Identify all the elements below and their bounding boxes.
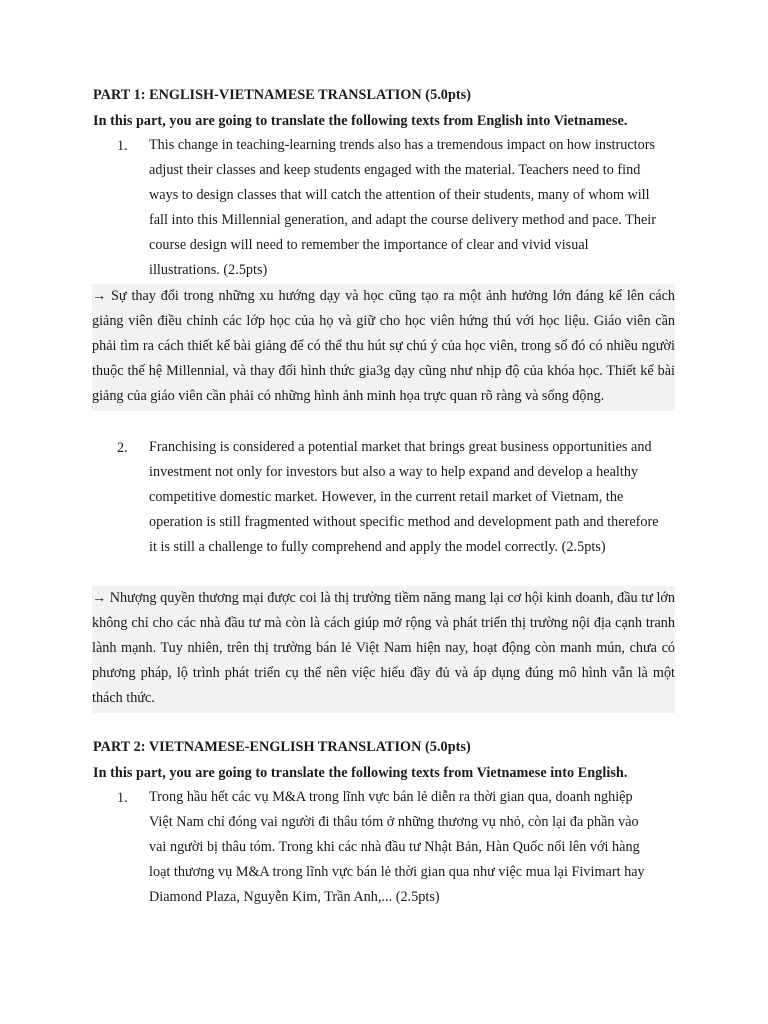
part1-item2-answer: → Nhượng quyền thương mại được coi là thị trường tiềm năng mang lại cơ hội kinh doanh, đầu tư lớn không chỉ cho các nhà đầu tư mà còn là cách giúp mở rộng và phát triển thị trường nội địa cạnh tranh lành mạnh. Tuy nhiên, trên thị trường bán lẻ Việt Nam hiện nay, hoạt động còn manh mún, chưa có phương pháp, lộ trình phát triển cụ thể nên việc hiểu đầy đủ và áp dụng đúng mô hình vẫn là một thách thức. bbox=[92, 586, 675, 713]
part1-item2-number: 2. bbox=[117, 440, 128, 456]
part1-item2-text: Franchising is considered a potential market that brings great business opportunities and investment not only for investors but also a way to help expand and develop a healthy competitive domestic market. However, in the current retail market of Vietnam, the operation is still fragmented without specific method and development path and therefore it is still a challenge to fully comprehend and apply the model correctly. (2.5pts) bbox=[149, 439, 659, 556]
part1-item1-answer: → Sự thay đổi trong những xu hướng dạy và học cũng tạo ra một ảnh hưởng lớn đáng kể lên cách giảng viên điều chỉnh các lớp học của họ và giữ cho học viên hứng thú với học liệu. Giáo viên cần phải tìm ra cách thiết kế bài giảng để có thể thu hút sự chú ý của học viên, trong số đó có nhiều người thuộc thế hệ Millennial, và thay đổi hình thức gia3g dạy cũng như nhịp độ của khóa học. Thiết kế bài giảng của giáo viên cần phải có những hình ảnh minh họa trực quan rõ ràng và sống động. bbox=[92, 284, 675, 411]
part2-item1-number: 1. bbox=[117, 790, 128, 806]
part1-item1-text: This change in teaching-learning trends also has a tremendous impact on how instructors adjust their classes and keep students engaged with the material. Teachers need to find ways to design classes that will catch the attention of their students, many of whom will fall into this Millennial generation, and adapt the course delivery method and pace. Their course design will need to remember the importance of clear and vivid visual illustrations. (2.5pts) bbox=[149, 137, 656, 279]
part2-item1-text: Trong hầu hết các vụ M&A trong lĩnh vực bán lẻ diễn ra thời gian qua, doanh nghiệp Việt Nam chỉ đóng vai người đi thâu tóm ở những thương vụ nhỏ, còn lại đa phần vào vai người bị thâu tóm. Trong khi các nhà đầu tư Nhật Bản, Hàn Quốc nổi lên với hàng loạt thương vụ M&A trong lĩnh vực bán lẻ thời gian qua như việc mua lại Fivimart hay Diamond Plaza, Nguyễn Kim, Trần Anh,... (2.5pts) bbox=[149, 789, 645, 906]
part2-instruction: In this part, you are going to translate the following texts from Vietnamese into English. bbox=[93, 765, 628, 781]
part1-instruction: In this part, you are going to translate the following texts from English into Vietnamese. bbox=[93, 113, 628, 129]
part1-title: PART 1: ENGLISH-VIETNAMESE TRANSLATION (5.0pts) bbox=[93, 87, 472, 103]
part2-title: PART 2: VIETNAMESE-ENGLISH TRANSLATION (5.0pts) bbox=[93, 739, 471, 755]
part1-item1-number: 1. bbox=[117, 138, 128, 154]
